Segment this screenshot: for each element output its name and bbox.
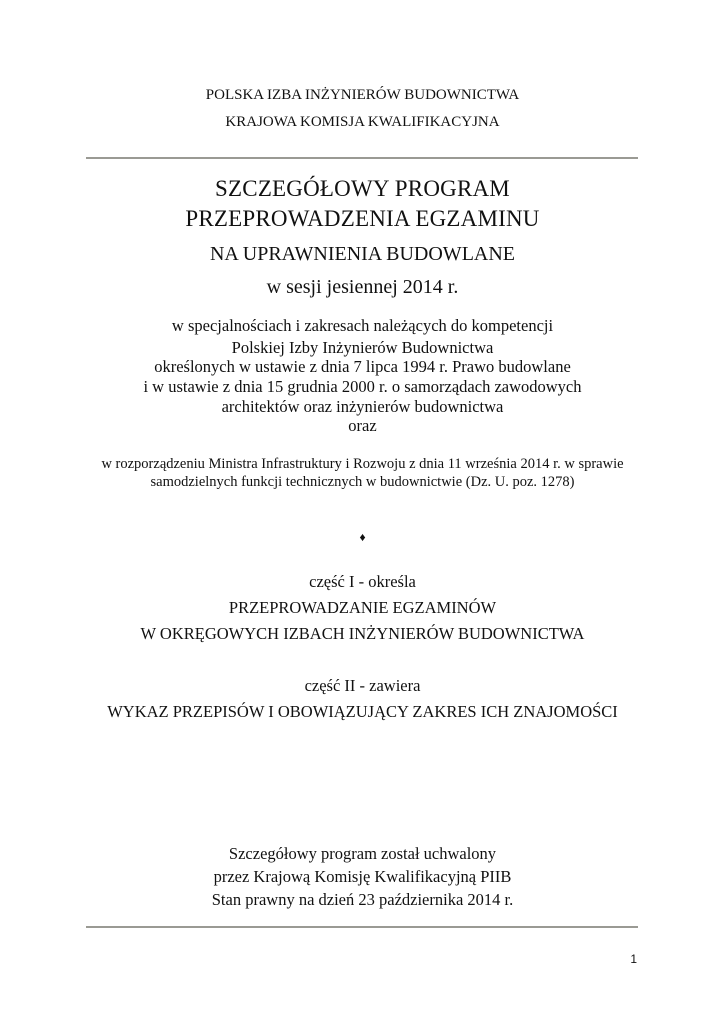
scope-line-2: Polskiej Izby Inżynierów Budownictwa [231, 338, 494, 357]
footer-line-2: przez Krajową Komisję Kwalifikacyjną PIIB [213, 867, 512, 886]
session-line: w sesji jesiennej 2014 r. [266, 276, 459, 298]
part-2-title: WYKAZ PRZEPISÓW I OBOWIĄZUJĄCY ZAKRES ICH ZNAJOMOŚCI [107, 702, 618, 721]
scope-line-3: określonych w ustawie z dnia 7 lipca 1994 r. Prawo budowlane [154, 357, 571, 376]
footer-line-1: Szczegółowy program został uchwalony [228, 844, 497, 863]
title-line-2: PRZEPROWADZENIA EGZAMINU [185, 206, 540, 231]
org-name: POLSKA IZBA INŻYNIERÓW BUDOWNICTWA [205, 87, 520, 103]
scope-line-4: i w ustawie z dnia 15 grudnia 2000 r. o samorządach zawodowych [143, 377, 582, 396]
regulation-line-1: w rozporządzeniu Ministra Infrastruktury i Rozwoju z dnia 11 września 2014 r. w sprawie [101, 456, 624, 472]
title-line-1: SZCZEGÓŁOWY PROGRAM [215, 176, 510, 201]
footer-line-3: Stan prawny na dzień 23 października 2014 r. [211, 890, 514, 909]
part-1-title-line-1: PRZEPROWADZANIE EGZAMINÓW [228, 598, 497, 617]
part-1-label: część I - określa [309, 572, 416, 591]
part-1-title-line-2: W OKRĘGOWYCH IZBACH INŻYNIERÓW BUDOWNICTWA [140, 624, 585, 643]
top-divider [86, 157, 638, 159]
scope-line-6: oraz [348, 416, 377, 435]
title-line-3: NA UPRAWNIENIA BUDOWLANE [209, 243, 516, 265]
bottom-divider [86, 926, 638, 928]
regulation-line-2: samodzielnych funkcji technicznych w budownictwie (Dz. U. poz. 1278) [150, 474, 575, 490]
scope-line-1: w specjalnościach i zakresach należących do kompetencji [171, 316, 554, 335]
part-2-label: część II - zawiera [304, 676, 421, 695]
diamond-separator-icon: ♦ [359, 530, 366, 544]
page-number: 1 [630, 952, 637, 966]
commission-name: KRAJOWA KOMISJA KWALIFIKACYJNA [225, 114, 500, 130]
scope-line-5: architektów oraz inżynierów budownictwa [221, 397, 504, 416]
